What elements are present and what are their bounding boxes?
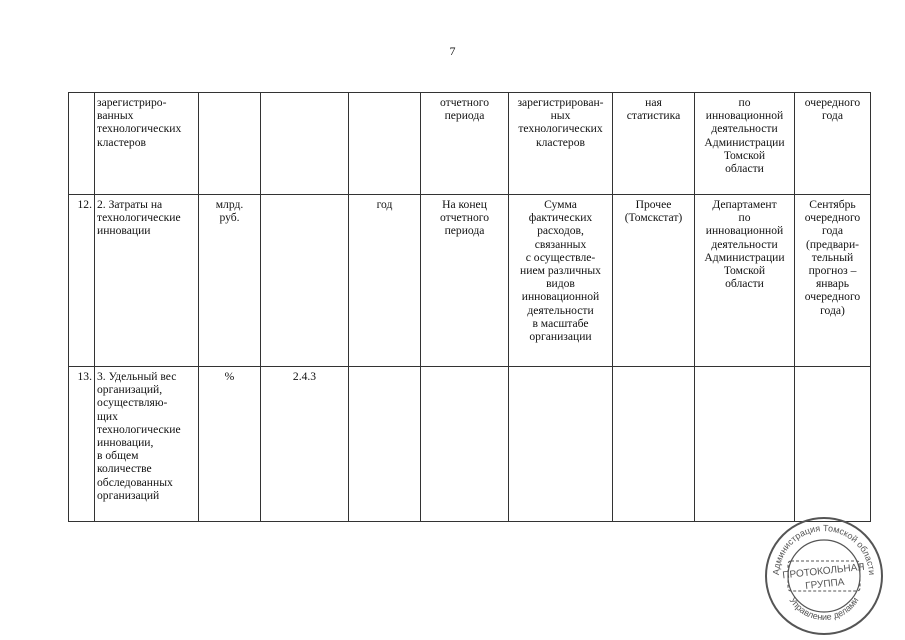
- periodicity-cell: [349, 367, 421, 522]
- row-number-cell: [69, 93, 95, 195]
- code-cell: [261, 195, 349, 367]
- code-cell: 2.4.3: [261, 367, 349, 522]
- row-number-cell: 13.: [69, 367, 95, 522]
- responsible-cell: [695, 367, 795, 522]
- method-cell: [509, 367, 613, 522]
- stamp-ring-top: Администрация Томской области: [770, 522, 878, 576]
- indicator-name-cell: 2. Затраты на технологические инновации: [95, 195, 199, 367]
- row-number-cell: 12.: [69, 195, 95, 367]
- unit-cell: %: [199, 367, 261, 522]
- periodicity-cell: [349, 93, 421, 195]
- method-cell: Сумма фактических расходов, связанных с осуществле- нием различных видов инновационной деятельности в масштабе организации: [509, 195, 613, 367]
- source-cell: [613, 367, 695, 522]
- deadline-cell: Сентябрь очередного года (предвари- тельный прогноз – январь очередного года): [795, 195, 871, 367]
- responsible-cell: Департамент по инновационной деятельности Администрации Томской области: [695, 195, 795, 367]
- unit-cell: млрд. руб.: [199, 195, 261, 367]
- stamp-ring-bottom: Управление делами: [787, 595, 861, 623]
- table-row: [69, 93, 871, 195]
- unit-cell: [199, 93, 261, 195]
- method-cell: зарегистрирован- ных технологических кластеров: [509, 93, 613, 195]
- date-cell: отчетного периода: [421, 93, 509, 195]
- stamp-line-2: ГРУППА: [804, 576, 845, 592]
- indicator-name-cell: 3. Удельный вес организаций, осуществляю- щих технологические инновации, в общем количестве обследованных организаций: [95, 367, 199, 522]
- deadline-cell: очередного года: [795, 93, 871, 195]
- periodicity-cell: год: [349, 195, 421, 367]
- protocol-group-stamp: [762, 514, 886, 638]
- table-row: [69, 195, 871, 367]
- responsible-cell: по инновационной деятельности Администрации Томской области: [695, 93, 795, 195]
- code-cell: [261, 93, 349, 195]
- deadline-cell: [795, 367, 871, 522]
- table-row: [69, 367, 871, 522]
- indicator-table: [68, 92, 871, 522]
- page-number: 7: [449, 44, 456, 58]
- stamp-line-1: ПРОТОКОЛЬНАЯ: [781, 561, 866, 582]
- source-cell: ная статистика: [613, 93, 695, 195]
- date-cell: На конец отчетного периода: [421, 195, 509, 367]
- indicator-name-cell: зарегистриро- ванных технологических кластеров: [95, 93, 199, 195]
- source-cell: Прочее (Томскстат): [613, 195, 695, 367]
- date-cell: [421, 367, 509, 522]
